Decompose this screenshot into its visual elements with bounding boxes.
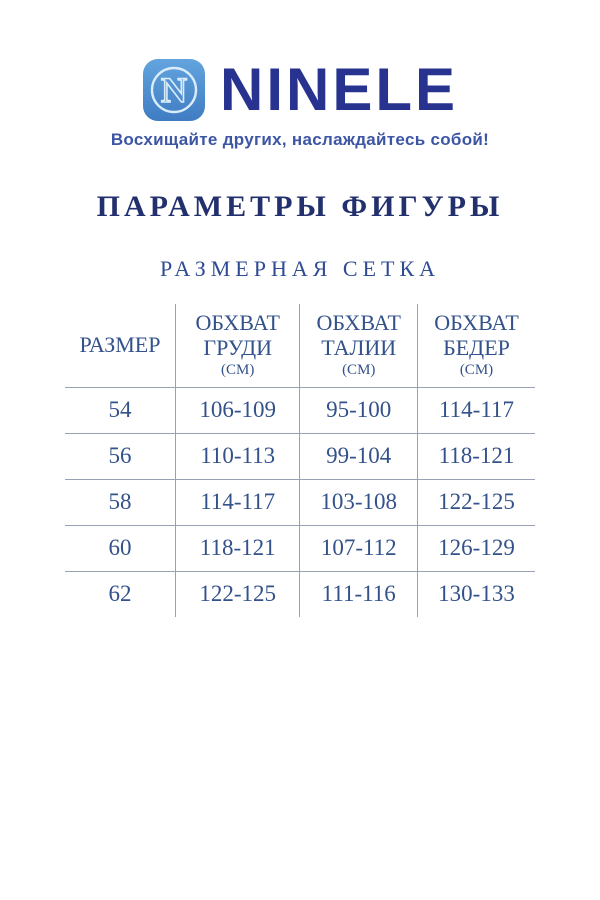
column-unit: (СМ) xyxy=(342,361,376,378)
waist-cell: 95-100 xyxy=(300,387,418,433)
waist-cell: 103-108 xyxy=(300,479,418,525)
table-row xyxy=(65,525,535,571)
chest-cell: 106-109 xyxy=(175,387,300,433)
size-cell: 60 xyxy=(65,525,175,571)
column-header-waist: ОБХВАТ ТАЛИИ (СМ) xyxy=(300,304,418,387)
hips-cell: 130-133 xyxy=(417,571,535,617)
chest-cell: 110-113 xyxy=(175,433,300,479)
table-row xyxy=(65,479,535,525)
brand-tagline: Восхищайте других, наслаждайтесь собой! xyxy=(110,130,490,149)
column-header-size xyxy=(65,304,175,387)
chest-cell: 122-125 xyxy=(175,571,300,617)
brand-logo xyxy=(0,58,600,122)
hips-cell: 118-121 xyxy=(417,433,535,479)
size-table xyxy=(65,304,535,617)
column-unit: (СМ) xyxy=(459,361,494,378)
waist-cell: 99-104 xyxy=(300,433,418,479)
column-unit: (СМ) xyxy=(221,361,255,378)
size-cell: 56 xyxy=(65,433,175,479)
chest-cell: 118-121 xyxy=(175,525,300,571)
chest-cell: 114-117 xyxy=(175,479,300,525)
size-table-header-row xyxy=(65,304,535,387)
size-cell: 62 xyxy=(108,581,132,607)
waist-cell: 107-112 xyxy=(300,525,418,571)
hips-cell: 122-125 xyxy=(417,479,535,525)
brand-wordmark: NINELE xyxy=(219,56,459,123)
page-title: ПАРАМЕТРЫ ФИГУРЫ xyxy=(96,190,504,223)
page-subtitle: РАЗМЕРНАЯ СЕТКА xyxy=(159,256,441,281)
size-cell: 58 xyxy=(65,479,175,525)
ninele-monogram-icon xyxy=(142,58,206,122)
size-cell: 54 xyxy=(65,387,175,433)
table-row xyxy=(65,433,535,479)
table-row xyxy=(65,571,535,617)
svg-text:N: N xyxy=(160,70,187,110)
column-header-chest: ОБХВАТ ГРУДИ (СМ) xyxy=(175,304,300,387)
table-row xyxy=(65,387,535,433)
column-header-size-label: РАЗМЕР xyxy=(79,331,161,357)
column-header-hips: ОБХВАТ БЕДЕР (СМ) xyxy=(417,304,535,387)
waist-cell: 111-116 xyxy=(300,571,418,617)
hips-cell: 126-129 xyxy=(417,525,535,571)
hips-cell: 114-117 xyxy=(417,387,535,433)
